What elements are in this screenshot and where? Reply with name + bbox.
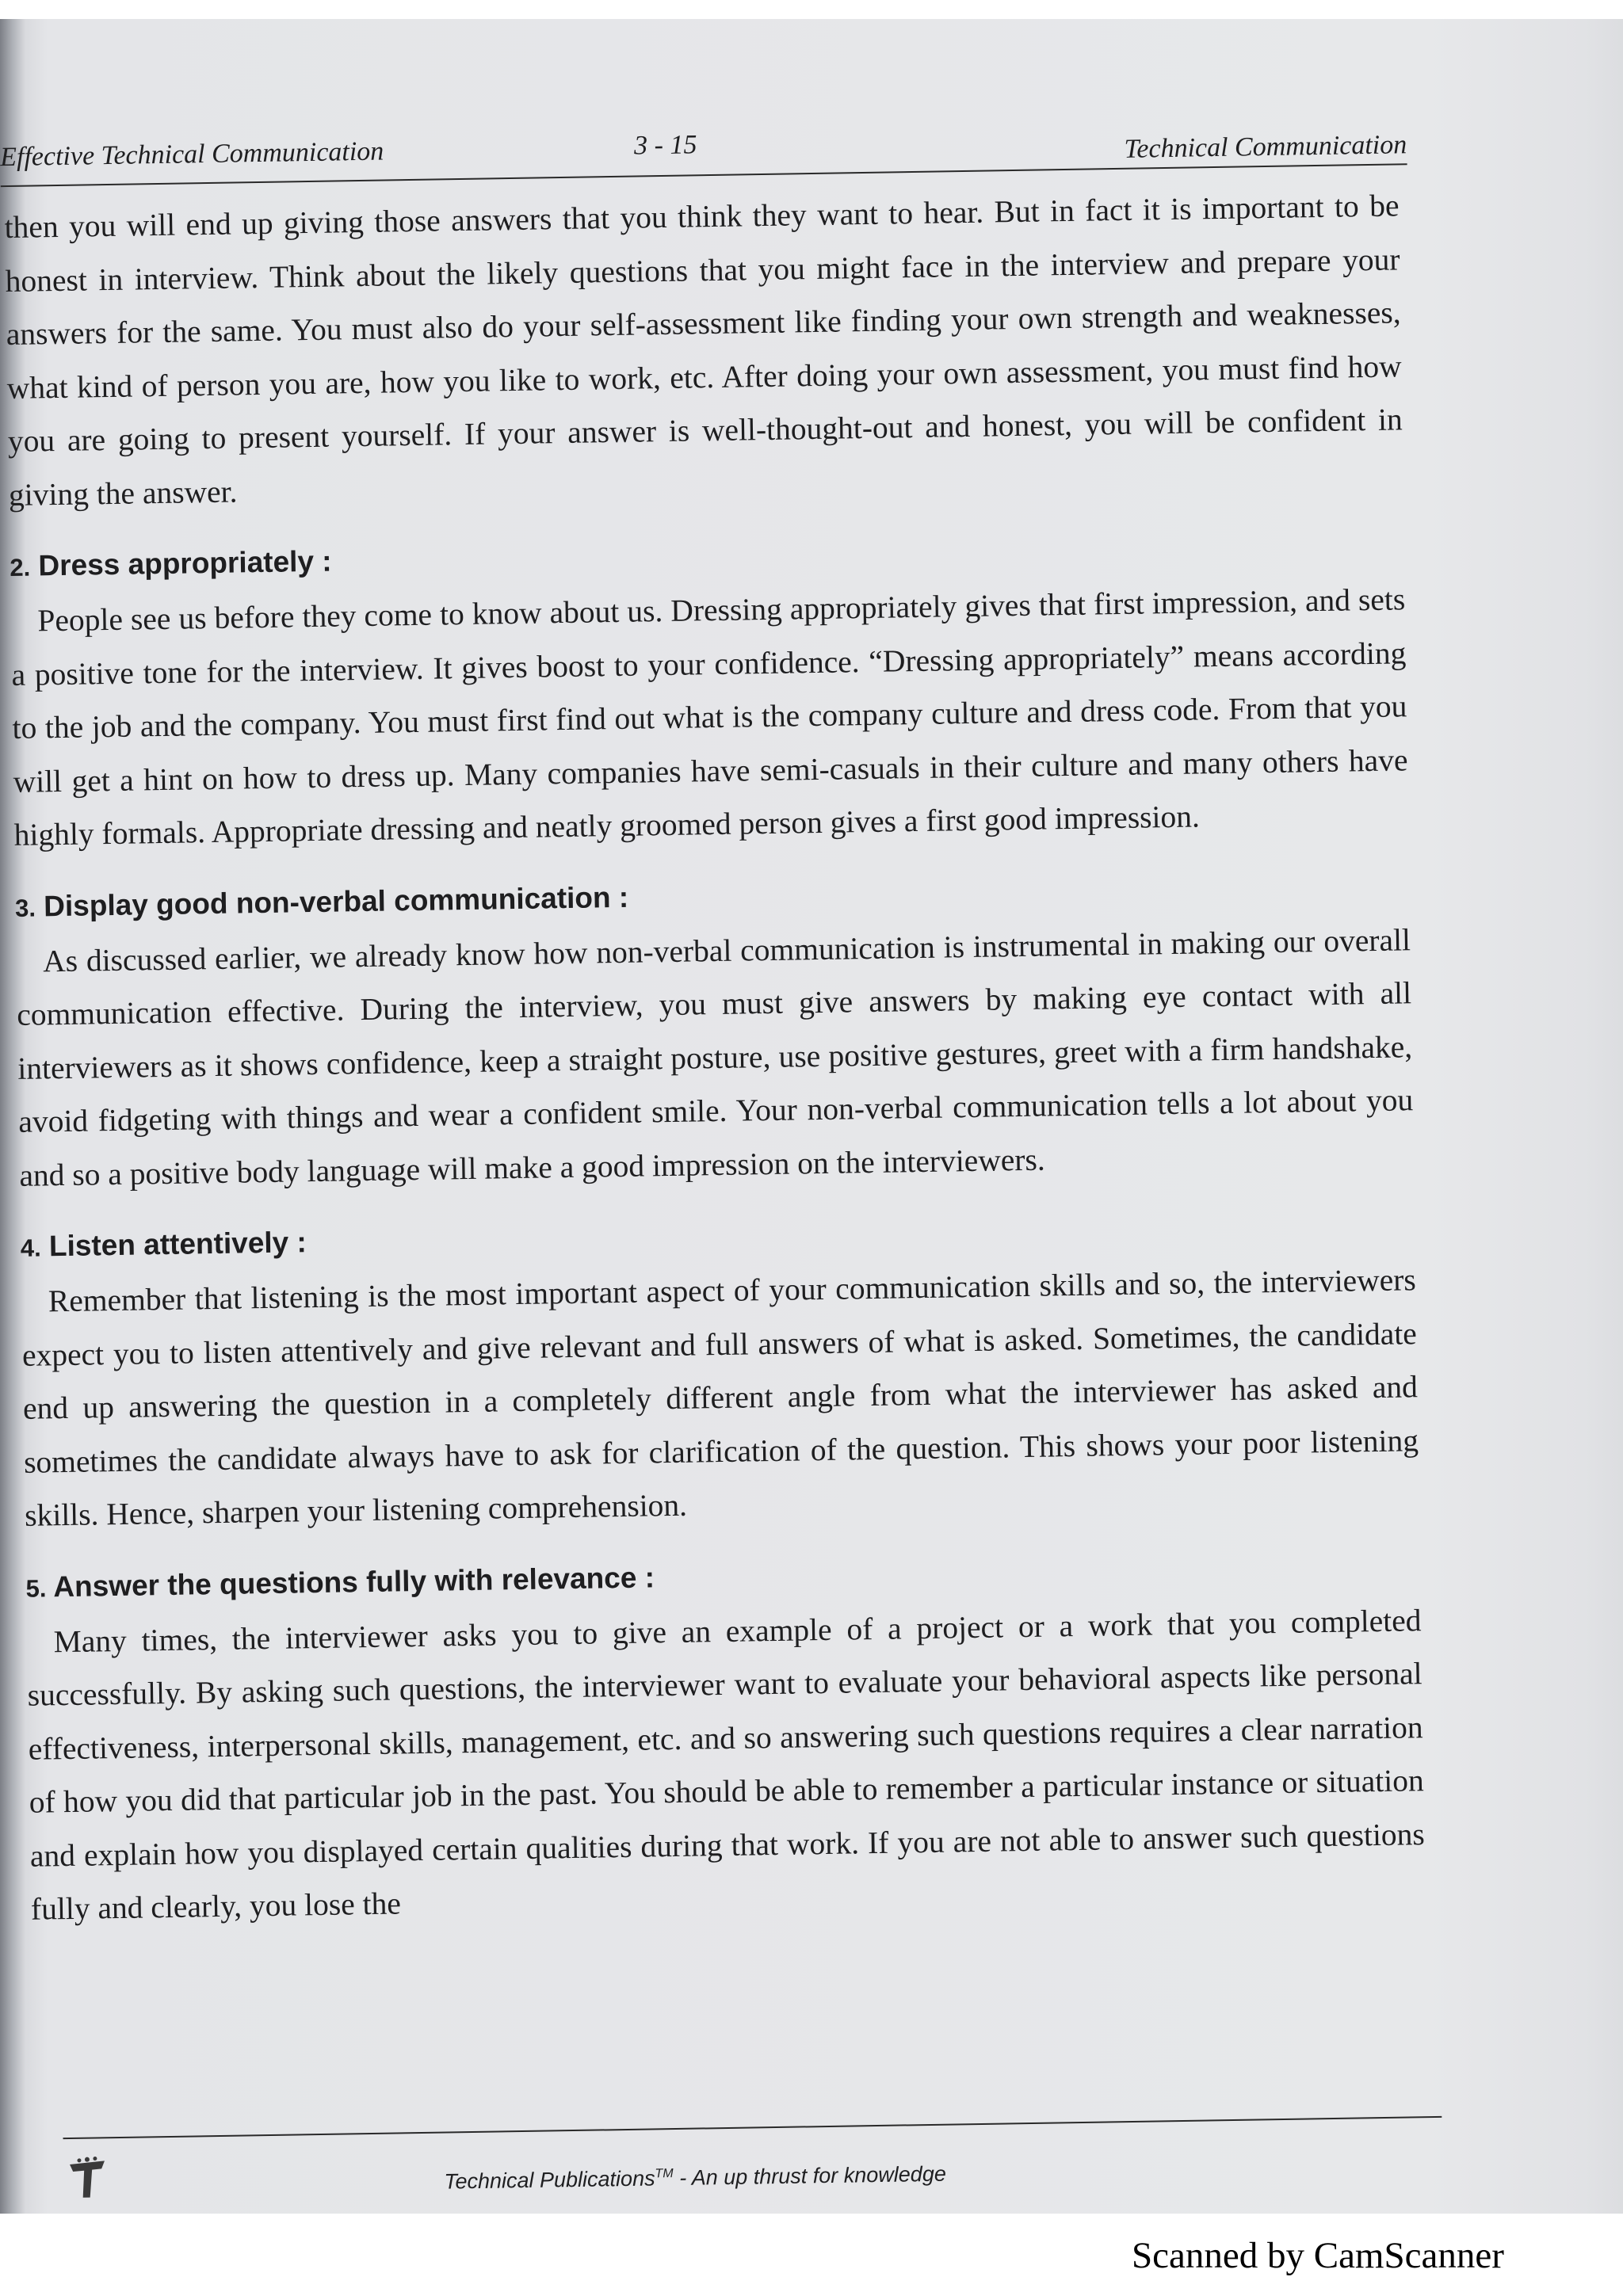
- scanner-watermark: Scanned by CamScanner: [1132, 2235, 1504, 2276]
- section-number: 3.: [14, 894, 36, 922]
- page-body: [4, 179, 1426, 1936]
- section-number: 4.: [20, 1234, 41, 1262]
- scanned-photo: [0, 19, 1623, 2214]
- section-paragraph: Remember that listening is the most important aspect of your communication skills and so, the interviewers expect you to listen attentively and give relevant and full answers of what is asked. Sometimes, the candidate end up answering the question in a completely different angle from what the interviewer has asked and sometimes the candidate always have to ask for clarification of the question. This shows your poor listening skills. Hence, sharpen your listening comprehension.: [21, 1262, 1419, 1533]
- intro-paragraph: then you will end up giving those answers that you think they want to hear. But in fact it is important to be honest in interview. Think about the likely questions that you might face in the interview and prepare your answers for the same. You must also do your self-assessment like finding your own strength and weaknesses, what kind of person you are, how you like to work, etc. After doing your own assessment, you must find how you are going to present yourself. If your answer is well-thought-out and honest, you will be confident in giving the answer.: [4, 188, 1403, 513]
- section-paragraph: As discussed earlier, we already know how non-verbal communication is instrumental in making our overall communication effective. During the interview, you must give answers by making eye contact with all interviewers as it shows confidence, keep a straight posture, use positive gestures, greet with a firm handshake, avoid fidgeting with things and wear a confident smile. Your non-verbal communication tells a lot about you and so a positive body language will make a good impression on the interviewers.: [16, 921, 1414, 1193]
- running-head: [0, 116, 1407, 187]
- section-title: Listen attentively :: [48, 1226, 307, 1263]
- section-paragraph: Many times, the interviewer asks you to give an example of a project or a work that you completed successfully. By asking such questions, the interviewer want to evaluate your behavioral aspects like personal effectiveness, interpersonal skills, management, etc. and so answering such questions requires a clear narration of how you did that particular job in the past. You should be able to remember a particular instance or situation and explain how you displayed certain qualities during that work. If you are not able to answer such questions fully and clearly, you lose the: [27, 1602, 1426, 1927]
- page-number: 3 - 15: [633, 130, 697, 161]
- publisher-logo-icon: [63, 2154, 112, 2203]
- footer-rule: [63, 2116, 1442, 2139]
- section-paragraph: People see us before they come to know about us. Dressing appropriately gives that first impression, and sets a positive tone for the interview. It gives boost to your confidence. “Dressing appropriately” means according to the job and the company. You must first find out what is the company culture and dress code. From that you will get a hint on how to dress up. Many companies have semi-casuals in their culture and many others have highly formals. Appropriate dressing and neatly groomed person gives a first good impression.: [11, 582, 1408, 852]
- publisher-name: Technical Publications: [444, 2166, 655, 2194]
- section-number: 2.: [10, 553, 31, 582]
- section-title: Display good non-verbal communication :: [43, 880, 629, 922]
- section-number: 5.: [25, 1573, 47, 1603]
- footer-imprint: [444, 2162, 946, 2195]
- page-footer: [31, 2092, 1439, 2210]
- book-title: Effective Technical Communication: [0, 136, 384, 173]
- section-title: Answer the questions fully with relevance :: [53, 1560, 655, 1603]
- section-title: Dress appropriately :: [38, 544, 332, 582]
- trademark-mark: TM: [655, 2167, 674, 2181]
- publisher-tagline: - An up thrust for knowledge: [678, 2161, 947, 2190]
- book-page: [0, 84, 1439, 2214]
- chapter-title: Technical Communication: [1124, 130, 1407, 164]
